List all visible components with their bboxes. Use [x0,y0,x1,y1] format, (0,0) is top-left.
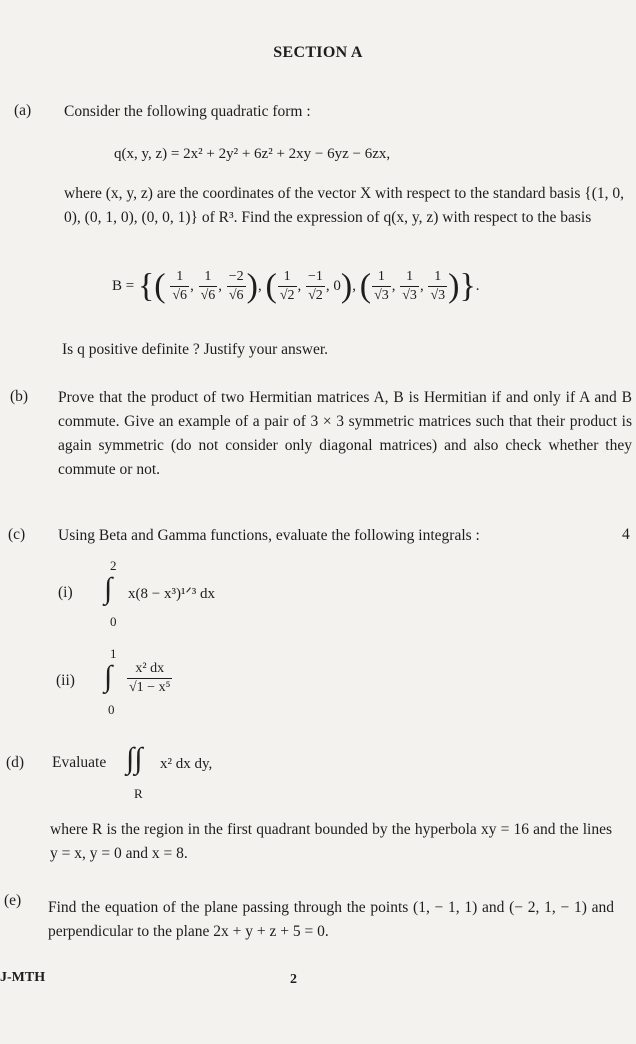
integral-ii-denominator: √1 − x⁵ [129,680,171,695]
integral-ii-numerator: x² dx [135,661,165,676]
integral-i-lower-limit: 0 [110,614,117,629]
integral-sign-icon: ∫ [104,660,113,693]
fraction: $\frac{1}{√3}$ [430,269,446,303]
fraction: $\frac{1}{√6}$ [172,269,188,303]
fraction: $\frac{1}{√6}$ [200,269,216,303]
question-d-evaluate: Evaluate [52,754,107,771]
integral-ii-label: (ii) [56,672,75,689]
integral-ii-lower-limit: 0 [108,702,115,717]
integral-i-label: (i) [58,584,73,601]
fraction: $\frac{1}{√3}$ [402,269,417,303]
question-a-body: where (x, y, z) are the coordinates of the vector X with respect to the standard basis {(1, 0, 0), (0, 1, 0), (0, 0, 1)} of R³. Find the expression of q(x, y, z) with respect to the basis [64,185,624,226]
question-a-positive-definite: Is q positive definite ? Justify your answer. [62,341,329,358]
paper-code: J-MTH [0,970,46,985]
question-a-label: (a) [14,102,32,119]
question-b-text: Prove that the product of two Hermitian matrices A, B is Hermitian if and only if A and B commute. Give an example of a pair of 3 × 3 symmetric matrices such that their product is again symmetric (do not consider only diagonal matrices) and also check whether they commute or not. [58,389,632,478]
integral-ii-upper-limit: 1 [110,646,117,661]
question-c-text: Using Beta and Gamma functions, evaluate the following integrals : [58,527,480,544]
marks-indicator: 4 [622,526,630,543]
region-label: R [134,786,143,801]
fraction: $\frac{-1}{√2}$ [308,269,323,303]
double-integral-icon: ∫∫ [126,742,143,775]
question-b-label: (b) [10,388,29,405]
basis-lhs: B = [112,277,135,294]
fraction: $\frac{1}{√3}$ [374,269,389,303]
question-e-label: (e) [4,892,22,909]
integral-sign-icon: ∫ [104,572,113,605]
basis-expression: B = {( $\frac{1}{√6}$ , $\frac{1}{√6}$ , $\frac{-2}{√6}$ ), ( $\frac{1}{√2}$ , $\frac{-1}{√2}$ , 0), ( $\frac{1}{√3}$ , $\frac{1}{√3}$ , $\frac{1}{√3}$ )}. [112,267,480,305]
integral-i-upper-limit: 2 [110,558,117,573]
quadratic-form-equation: q(x, y, z) = 2x² + 2y² + 6z² + 2xy − 6yz − 6zx, [114,146,391,162]
fraction: $\frac{1}{√2}$ [279,269,295,303]
double-integral-integrand: x² dx dy, [160,756,213,772]
fraction: $\frac{-2}{√6}$ [228,269,244,303]
section-title: SECTION A [273,44,363,61]
question-a-intro: Consider the following quadratic form : [64,103,311,120]
open-brace: {( [137,267,166,305]
question-c-label: (c) [8,526,26,543]
integral-ii-fraction [126,660,173,697]
question-e-text: Find the equation of the plane passing through the points (1, − 1, 1) and (− 2, 1, − 1) and perpendicular to the plane 2x + y + z + 5 = 0. [48,899,614,940]
question-d-label: (d) [6,754,25,771]
question-d-text: where R is the region in the first quadrant bounded by the hyperbola xy = 16 and the lines y = x, y = 0 and x = 8. [50,821,612,862]
page-number: 2 [290,972,297,987]
zero-entry: 0 [333,277,341,294]
integral-i-integrand: x(8 − x³)¹ᐟ³ dx [128,586,216,602]
